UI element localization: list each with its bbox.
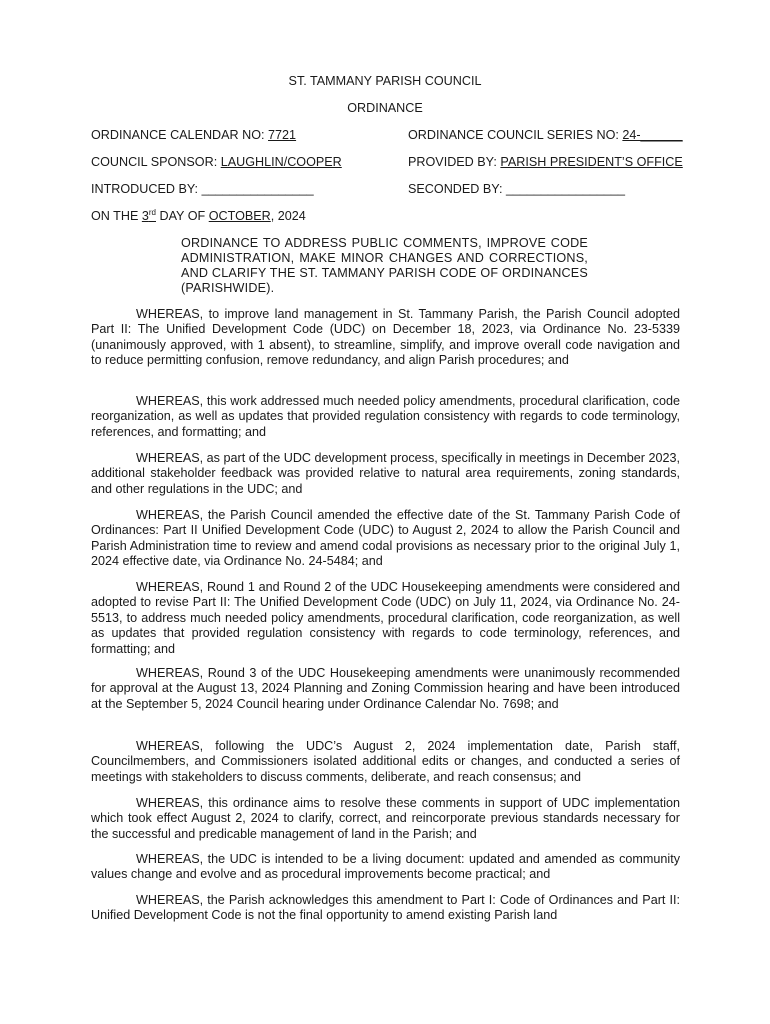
date-day [142, 209, 156, 223]
whereas-paragraph [91, 893, 680, 924]
whereas-paragraph [91, 508, 680, 570]
council-series-label: ORDINANCE COUNCIL SERIES NO: [408, 128, 623, 142]
calendar-number-value: 7721 [268, 128, 297, 142]
calendar-number-field [91, 128, 296, 142]
council-series-value: 24-______ [622, 128, 683, 142]
date-day-suffix: rd [148, 207, 156, 217]
paragraph-text: WHEREAS, the Parish Council amended the effective date of the St. Tammany Parish Code of Ordinances: Part II Unified Development Code (UDC) to August 2, 2024 to allow the Parish Council and Parish Administration time to review and amend codal provisions as necessary prior to the original July 1, 2024 effective date, via Ordinance No. 24-5484; and [91, 508, 680, 569]
introduced-by-value: ________________ [201, 182, 314, 196]
paragraph-text: WHEREAS, Round 1 and Round 2 of the UDC Housekeeping amendments were considered and adopted to revise Part II: The Unified Development Code (UDC) on July 11, 2024, via Ordinance No. 24-5513, to address much needed policy amendments, procedural clarification, code reorganization, as well as updates that provided regulation consistency with regards to code terminology, references, and formatting; and [91, 580, 680, 656]
provided-by-field [408, 155, 683, 169]
date-line [91, 209, 306, 223]
date-day-number: 3 [141, 209, 149, 223]
whereas-paragraph [91, 666, 680, 712]
date-prefix: ON THE [91, 209, 142, 223]
whereas-paragraph [91, 796, 680, 842]
provided-by-label: PROVIDED BY: [408, 155, 501, 169]
whereas-paragraph [91, 739, 680, 785]
seconded-by-value: _________________ [505, 182, 626, 196]
paragraph-text: WHEREAS, as part of the UDC development process, specifically in meetings in December 2023, additional stakeholder feedback was provided relative to natural area requirements, zoning standards, and other regulations in the UDC; and [91, 451, 680, 496]
paragraph-text: WHEREAS, the Parish acknowledges this amendment to Part I: Code of Ordinances and Part II: Unified Development Code is not the final opportunity to amend existing Parish land [91, 893, 680, 923]
paragraph-text: WHEREAS, the UDC is intended to be a living document: updated and amended as community values change and evolve and as procedural improvements become practical; and [91, 852, 680, 882]
council-heading: ST. TAMMANY PARISH COUNCIL [288, 74, 482, 88]
date-month: OCTOBER [208, 209, 271, 223]
paragraph-text: WHEREAS, to improve land management in St. Tammany Parish, the Parish Council adopted Part II: The Unified Development Code (UDC) on December 18, 2023, via Ordinance No. 23-5339 (unanimously approved, with 1 absent), to streamline, simplify, and improve overall code navigation and to reduce permitting confusion, remove redundancy, and align Parish procedures; and [91, 307, 680, 368]
introduced-by-field [91, 182, 314, 196]
calendar-number-label: ORDINANCE CALENDAR NO: [91, 128, 269, 142]
paragraph-text: WHEREAS, Round 3 of the UDC Housekeeping amendments were unanimously recommended for approval at the August 13, 2024 Planning and Zoning Commission hearing and have been introduced at the September 5, 2024 Council hearing under Ordinance Calendar No. 7698; and [91, 666, 680, 711]
seconded-by-field [408, 182, 625, 196]
council-sponsor-label: COUNCIL SPONSOR: [91, 155, 221, 169]
ordinance-title: ORDINANCE TO ADDRESS PUBLIC COMMENTS, IMPROVE CODE ADMINISTRATION, MAKE MINOR CHANGES AND CORRECTIONS, AND CLARIFY THE ST. TAMMANY PARISH CODE OF ORDINANCES (PARISHWIDE). [181, 236, 588, 295]
introduced-by-label: INTRODUCED BY: [91, 182, 202, 196]
council-sponsor-value: LAUGHLIN/COOPER [220, 155, 342, 169]
paragraph-text: WHEREAS, following the UDC’s August 2, 2024 implementation date, Parish staff, Councilmembers, and Commissioners isolated additional edits or changes, and conducted a series of meetings with stakeholders to discuss comments, deliberate, and reach consensus; and [91, 739, 680, 784]
whereas-paragraph [91, 394, 680, 440]
whereas-paragraph [91, 307, 680, 369]
whereas-paragraph [91, 852, 680, 883]
whereas-paragraph [91, 580, 680, 657]
document-type-heading: ORDINANCE [347, 101, 423, 115]
paragraph-text: WHEREAS, this ordinance aims to resolve these comments in support of UDC implementation which took effect August 2, 2024 to clarify, correct, and reincorporate previous standards necessary for the successful and predicable management of land in the Parish; and [91, 796, 680, 841]
paragraph-text: WHEREAS, this work addressed much needed policy amendments, procedural clarification, code reorganization, as well as updates that provided regulation consistency with regards to code terminology, references, and formatting; and [91, 394, 680, 439]
seconded-by-label: SECONDED BY: [408, 182, 506, 196]
date-mid: DAY OF [156, 209, 209, 223]
provided-by-value: PARISH PRESIDENT’S OFFICE [500, 155, 683, 169]
date-year: , 2024 [270, 209, 306, 223]
whereas-paragraph [91, 451, 680, 497]
council-series-field [408, 128, 683, 142]
council-sponsor-field [91, 155, 342, 169]
